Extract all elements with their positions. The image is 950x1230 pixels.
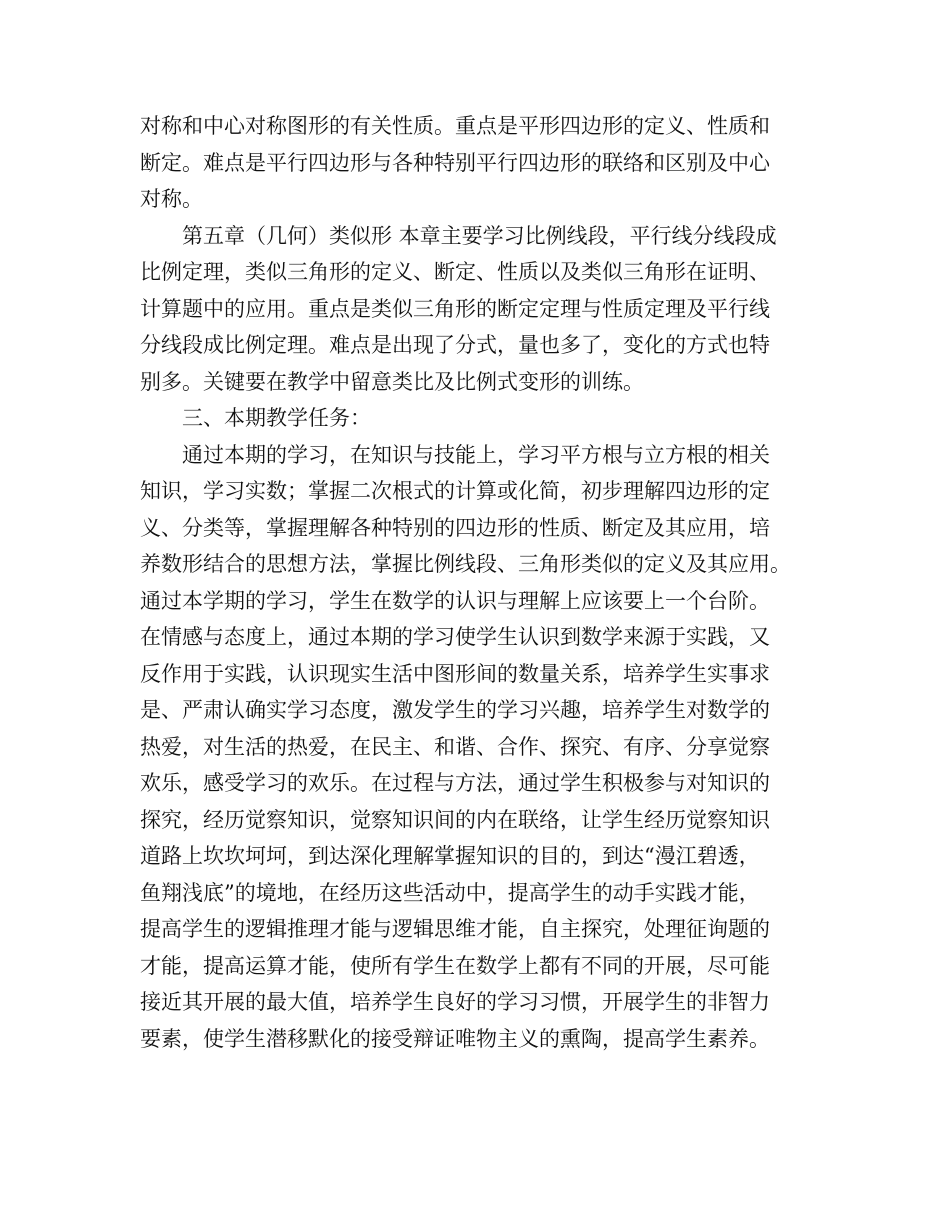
text-line: 在情感与态度上，通过本期的学习使学生认识到数学来源于实践，又: [140, 625, 770, 649]
text-line: 热爱，对生活的热爱，在民主、和谐、合作、探究、有序、分享觉察: [140, 734, 770, 759]
text-line: 接近其开展的最大值，培养学生良好的学习习惯，开展学生的非智力: [140, 990, 770, 1014]
text-line: 分线段成比例定理。难点是出现了分式，量也多了，变化的方式也特: [140, 333, 770, 357]
text-line: 提高学生的逻辑推理才能与逻辑思维才能，自主探究，处理征询题的: [140, 917, 770, 941]
paragraph-first-line: 三、本期教学任务：: [182, 406, 371, 430]
text-line: 对称。: [140, 187, 203, 211]
text-line: 鱼翔浅底”的境地，在经历这些活动中，提高学生的动手实践才能，: [140, 880, 760, 905]
text-line: 道路上坎坎坷坷，到达深化理解掌握知识的目的，到达“漫江碧透，: [140, 844, 760, 868]
document-body-text: [140, 108, 840, 1057]
text-line: 计算题中的应用。重点是类似三角形的断定定理与性质定理及平行线: [140, 296, 770, 321]
text-line: 养数形结合的思想方法，掌握比例线段、三角形类似的定义及其应用。: [140, 552, 791, 576]
text-line: 反作用于实践，认识现实生活中图形间的数量关系，培养学生实事求: [140, 661, 770, 686]
text-line: 才能，提高运算才能，使所有学生在数学上都有不同的开展，尽可能: [140, 953, 770, 978]
text-line: 知识，学习实数；掌握二次根式的计算或化简，初步理解四边形的定: [140, 479, 770, 503]
text-line: 对称和中心对称图形的有关性质。重点是平形四边形的定义、性质和: [140, 114, 770, 138]
text-line: 欢乐，感受学习的欢乐。在过程与方法，通过学生积极参与对知识的: [140, 771, 770, 795]
text-line: 比例定理，类似三角形的定义、断定、性质以及类似三角形在证明、: [140, 260, 770, 284]
text-line: 是、严肃认确实学习态度，激发学生的学习兴趣，培养学生对数学的: [140, 698, 770, 722]
paragraph-first-line: 通过本期的学习，在知识与技能上，学习平方根与立方根的相关: [182, 442, 770, 467]
text-line: 探究，经历觉察知识，觉察知识间的内在联络，让学生经历觉察知识: [140, 807, 770, 832]
text-line: 义、分类等，掌握理解各种特别的四边形的性质、断定及其应用，培: [140, 515, 770, 540]
text-line: 断定。难点是平行四边形与各种特别平行四边形的联络和区别及中心: [140, 150, 770, 175]
text-line: 要素，使学生潜移默化的接受辩证唯物主义的熏陶，提高学生素养。: [140, 1026, 770, 1051]
text-line: 通过本学期的学习，学生在数学的认识与理解上应该要上一个台阶。: [140, 588, 770, 613]
text-line: 别多。关键要在教学中留意类比及比例式变形的训练。: [140, 369, 644, 394]
paragraph-first-line: 第五章（几何）类似形 本章主要学习比例线段，平行线分线段成: [182, 223, 777, 248]
